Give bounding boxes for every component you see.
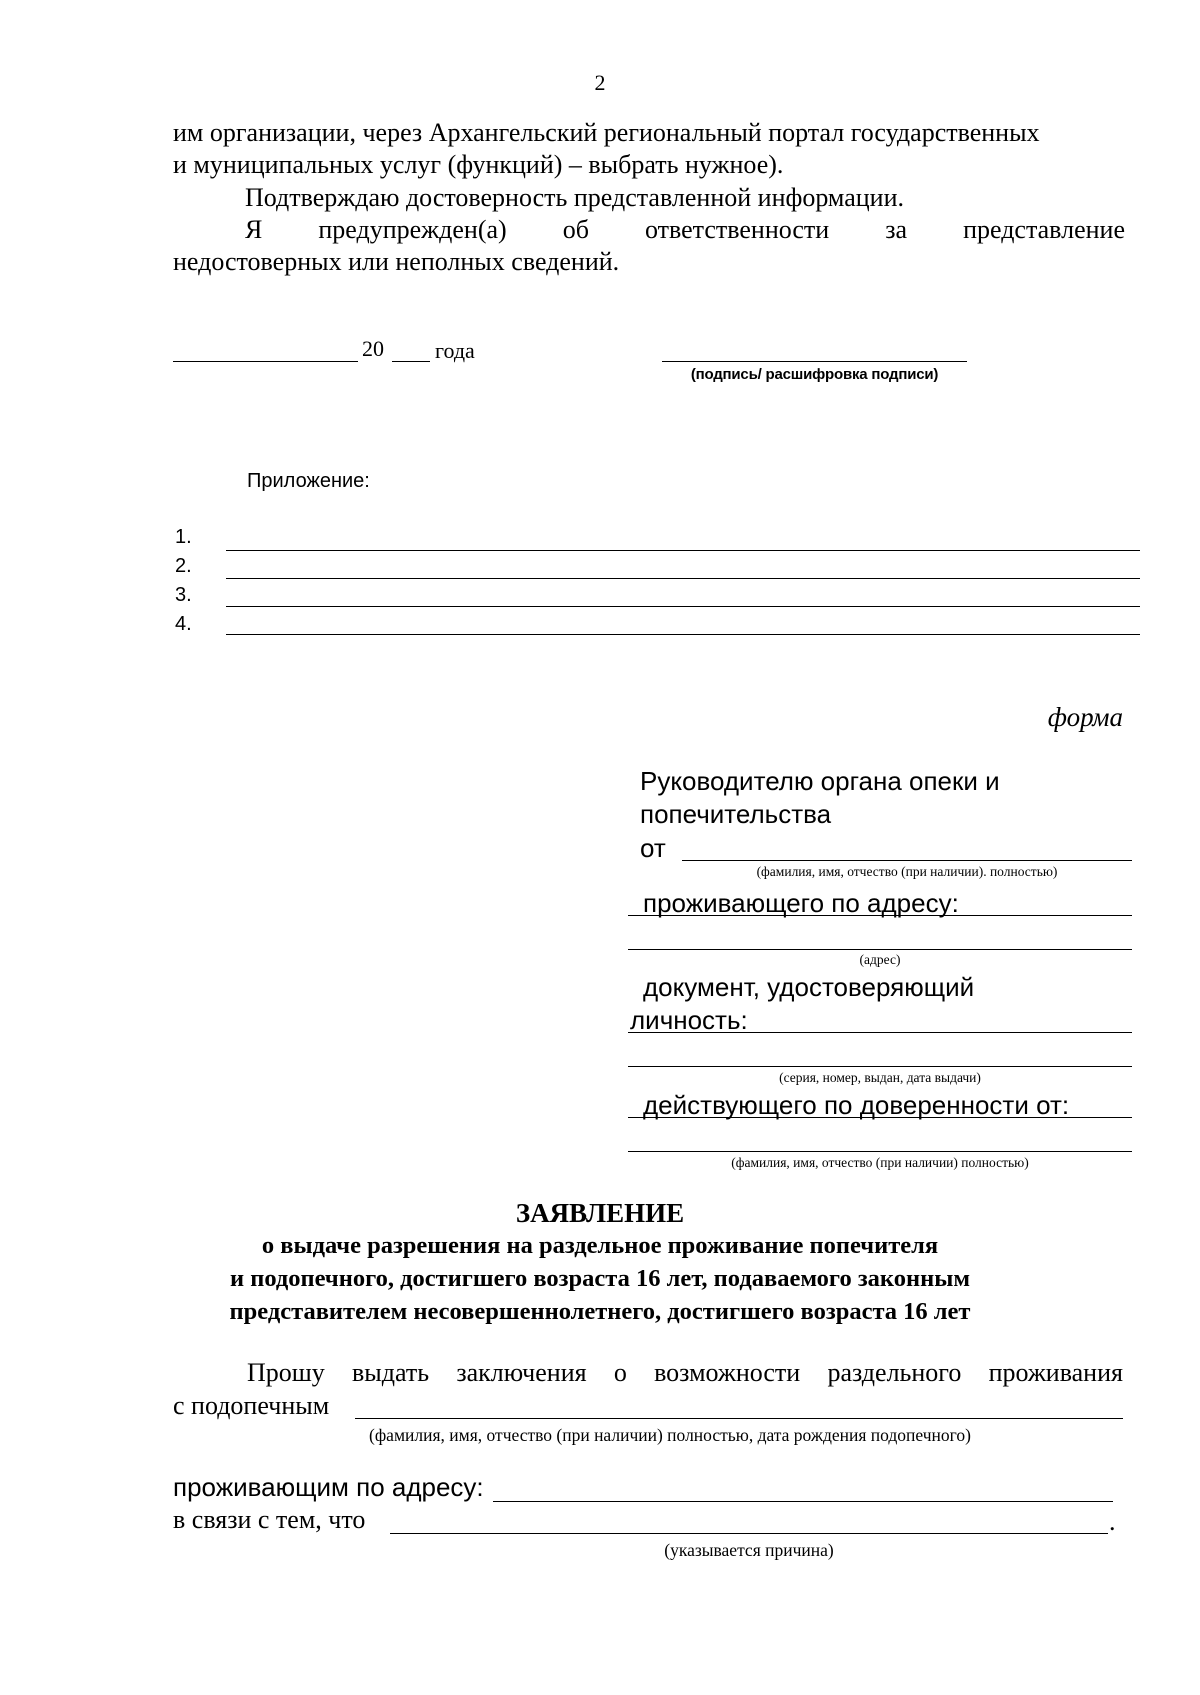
id-doc-label-2: личность: (630, 1005, 748, 1035)
page-number: 2 (594, 70, 606, 95)
intro-line-1: им организации, через Архангельский региональный портал государственных (173, 118, 1040, 147)
statement-subtitle-3: представителем несовершеннолетнего, достигшего возраста 16 лет (229, 1298, 971, 1325)
attachment-line-1[interactable] (226, 550, 1140, 551)
warning-word: Я (245, 215, 263, 244)
applicant-name-blank[interactable] (682, 860, 1132, 861)
proxy-line-1[interactable] (628, 1117, 1132, 1118)
id-doc-line-2[interactable] (628, 1066, 1132, 1067)
living-address-label: проживающим по адресу: (173, 1472, 484, 1502)
reason-end-period: . (1109, 1507, 1116, 1536)
request-word: о (613, 1358, 627, 1387)
attachment-number: 3. (175, 584, 192, 606)
ward-label: с подопечным (173, 1391, 330, 1420)
attachment-number: 4. (175, 613, 192, 635)
confirm-statement: Подтверждаю достоверность представленной информации. (245, 183, 904, 212)
attachment-line-2[interactable] (226, 578, 1140, 579)
addressee-line-1: Руководителю органа опеки и (640, 766, 1000, 796)
date-day-month-blank[interactable] (173, 361, 358, 362)
address-caption: (адрес) (859, 952, 901, 967)
proxy-line-2[interactable] (628, 1151, 1132, 1152)
address-line-1[interactable] (628, 915, 1132, 916)
attachment-number: 1. (175, 526, 192, 548)
year-prefix: 20 (362, 336, 384, 361)
request-word: Прошу (247, 1358, 325, 1387)
year-blank[interactable] (392, 361, 430, 362)
applicant-name-caption: (фамилия, имя, отчество (при наличии). полностью) (756, 864, 1058, 879)
attachment-number: 2. (175, 555, 192, 577)
signature-blank[interactable] (662, 361, 967, 362)
request-word: проживания (988, 1358, 1123, 1387)
warning-word: предупрежден(а) (318, 215, 507, 244)
id-doc-line-1[interactable] (628, 1032, 1132, 1033)
reason-label: в связи с тем, что (173, 1505, 366, 1534)
attachment-label: Приложение: (247, 470, 370, 492)
request-word: раздельного (827, 1358, 962, 1387)
reason-blank[interactable] (390, 1533, 1108, 1534)
statement-subtitle-1: о выдаче разрешения на раздельное проживание попечителя (261, 1232, 939, 1259)
warning-line-1 (245, 215, 1125, 245)
year-suffix: года (435, 338, 475, 363)
attachment-line-4[interactable] (226, 634, 1140, 635)
warning-word: об (562, 215, 589, 244)
address-line-2[interactable] (628, 949, 1132, 950)
warning-word: за (885, 215, 908, 244)
warning-word: ответственности (644, 215, 830, 244)
intro-line-2: и муниципальных услуг (функций) – выбрать нужное). (173, 150, 784, 179)
statement-heading: ЗАЯВЛЕНИЕ (515, 1198, 685, 1228)
request-word: заключения (456, 1358, 587, 1387)
warning-word: представление (963, 215, 1125, 244)
form-label: форма (1047, 702, 1123, 732)
statement-subtitle-2: и подопечного, достигшего возраста 16 лет, подаваемого законным (229, 1265, 971, 1292)
ward-caption: (фамилия, имя, отчество (при наличии) полностью, дата рождения подопечного) (369, 1425, 971, 1445)
addressee-line-2: попечительства (640, 799, 832, 829)
signature-caption: (подпись/ расшифровка подписи) (690, 366, 939, 383)
proxy-label: действующего по доверенности от: (643, 1090, 1070, 1120)
request-word: выдать (352, 1358, 430, 1387)
request-word: возможности (654, 1358, 801, 1387)
proxy-caption: (фамилия, имя, отчество (при наличии) полностью) (731, 1155, 1029, 1170)
address-label: проживающего по адресу: (643, 888, 959, 918)
living-address-blank[interactable] (493, 1501, 1113, 1502)
ward-blank[interactable] (355, 1418, 1123, 1419)
warning-line-2: недостоверных или неполных сведений. (173, 247, 620, 276)
request-line (247, 1358, 1123, 1388)
attachment-line-3[interactable] (226, 606, 1140, 607)
from-label: от (640, 833, 666, 863)
reason-caption: (указывается причина) (664, 1540, 834, 1560)
id-doc-label-1: документ, удостоверяющий (643, 972, 975, 1002)
id-doc-caption: (серия, номер, выдан, дата выдачи) (779, 1070, 981, 1085)
